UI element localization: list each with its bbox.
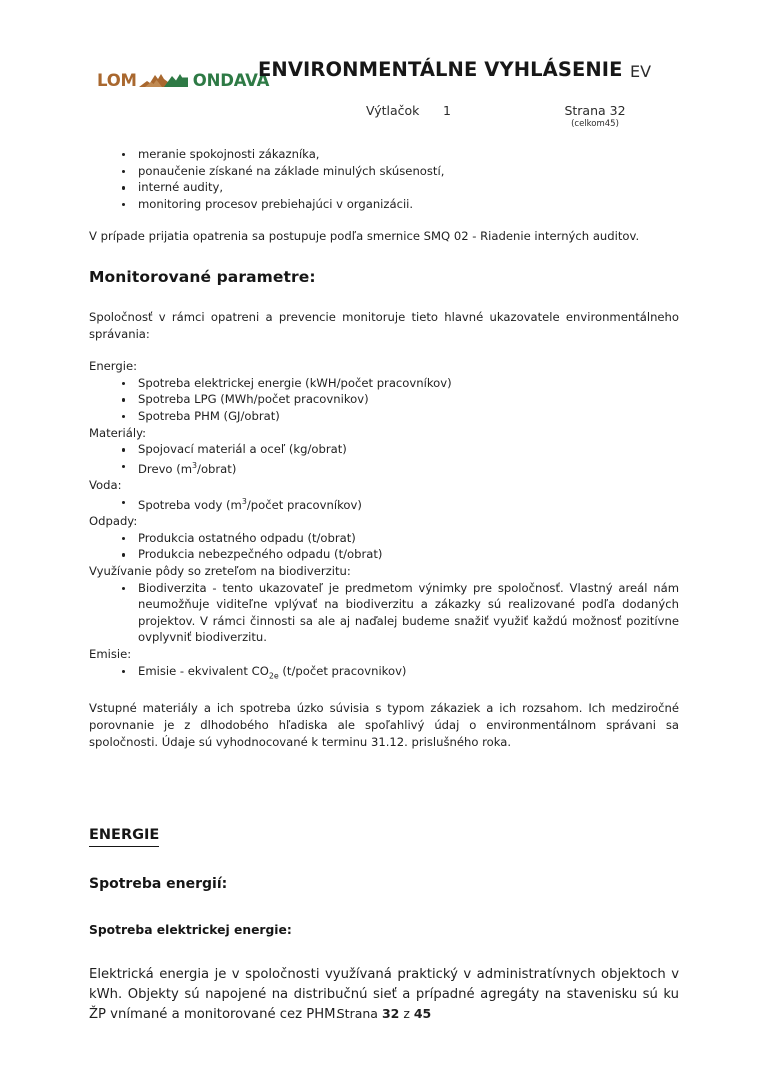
page-header <box>0 0 768 140</box>
list-item: Spotreba vody ($m^3$/počet pracovníkov) <box>89 494 679 513</box>
electricity-heading: Spotreba elektrickej energie: <box>89 923 292 938</box>
measures-paragraph: V prípade prijatia opatrenia sa postupuje podľa smernice SMQ 02 - Riadenie interných auditov. <box>89 229 640 244</box>
list-item: monitoring procesov prebiehajúci v organizácii. <box>89 196 679 213</box>
list-item: Produkcia nebezpečného odpadu (t/obrat) <box>89 546 679 563</box>
list-item: interné audity, <box>89 179 679 196</box>
list-item: Emisie - ekvivalent $CO_{2e}$ (t/počet pracovnikov) <box>89 663 679 685</box>
page-footer <box>0 1006 768 1021</box>
monitored-intro-paragraph: Spoločnosť v rámci opatreni a prevencie monitoruje tieto hlavné ukazovatele environmentálneho správania: <box>89 309 679 341</box>
group-label-odpady: Odpady: <box>89 514 138 529</box>
top-bullet-list <box>89 146 679 212</box>
list-item: meranie spokojnosti zákazníka, <box>89 146 679 163</box>
consumption-heading: Spotreba energií: <box>89 876 228 893</box>
group-label-emisie: Emisie: <box>89 646 132 661</box>
document-title: ENVIRONMENTÁLNE VYHLÁSENIE <box>258 58 623 81</box>
logo-text-ondava: ONDAVA <box>192 70 270 90</box>
print-copy-number: 1 <box>443 103 451 118</box>
header-page-total: (celkom45) <box>571 119 619 129</box>
footer-middle: z <box>399 1006 414 1021</box>
list-item: Spotreba elektrickej energie (kWH/počet pracovníkov) <box>89 375 679 392</box>
print-copy-label: Výtlačok <box>366 103 420 118</box>
company-logo <box>97 69 269 93</box>
energie-heading-wrap <box>89 824 679 847</box>
monitored-parameters-heading: Monitorované parametre: <box>89 267 316 286</box>
mountain-logo-icon <box>138 68 194 94</box>
group-label-energie: Energie: <box>89 359 137 374</box>
group-list-biodiverzita <box>89 580 679 646</box>
group-list-emisie <box>89 663 679 685</box>
list-item: Produkcia ostatného odpadu (t/obrat) <box>89 530 679 547</box>
group-label-voda: Voda: <box>89 478 122 493</box>
list-item: Spotreba LPG (MWh/počet pracovnikov) <box>89 391 679 408</box>
footer-current-page: 32 <box>381 1006 400 1021</box>
group-list-energie <box>89 375 679 425</box>
list-item: ponaučenie získané na základe minulých skúseností, <box>89 163 679 180</box>
list-item: Drevo $(m^3/obrat)$ <box>89 458 679 477</box>
list-item: Biodiverzita - tento ukazovateľ je predmetom výnimky pre spoločnosť. Vlastný areál nám neumožňuje viditeľne vplývať na biodiverzitu a zákazky sú realizované podľa dodaných projektov. V rámci činnosti sa ale aj naďalej budeme snažiť využiť každú možnosť pozitívne ovplyvniť biodiverzitu. <box>89 580 679 646</box>
group-label-materialy: Materiály: <box>89 425 147 440</box>
electricity-paragraph: Elektrická energia je v spoločnosti využívaná praktický v administratívnych objektoch v kWh. Objekty sú napojené na distribučnú sieť a prípadné agregáty na stavenisku sú ku ŽP vnímané a monitorované cez PHM. <box>89 967 679 1023</box>
list-item: Spotreba PHM (GJ/obrat) <box>89 408 679 425</box>
group-list-odpady <box>89 530 679 563</box>
page-content <box>89 146 679 1025</box>
group-label-biodiverzita: Využívanie pôdy so zreteľom na biodiverzitu: <box>89 564 351 578</box>
logo-text-lom: LOM <box>97 70 137 90</box>
energie-heading: ENERGIE <box>89 826 159 847</box>
list-item: Spojovací materiál a oceľ (kg/obrat) <box>89 441 679 458</box>
group-list-materialy <box>89 441 679 477</box>
header-page-indicator: Strana 32 <box>564 103 626 118</box>
materials-paragraph: Vstupné materiály a ich spotreba úzko súvisia s typom zákaziek a ich rozsahom. Ich medziročné porovnanie je z dlhodobého hľadiska ale spoľahlivý údaj o environmentálnom správani sa spoločnosti. Údaje sú vyhodnocované k terminu 31.12. prislušného roka. <box>89 701 679 749</box>
footer-prefix: Strana <box>336 1006 382 1021</box>
group-list-voda <box>89 494 679 513</box>
footer-total-pages: 45 <box>413 1006 432 1021</box>
document-code: EV <box>630 62 652 81</box>
